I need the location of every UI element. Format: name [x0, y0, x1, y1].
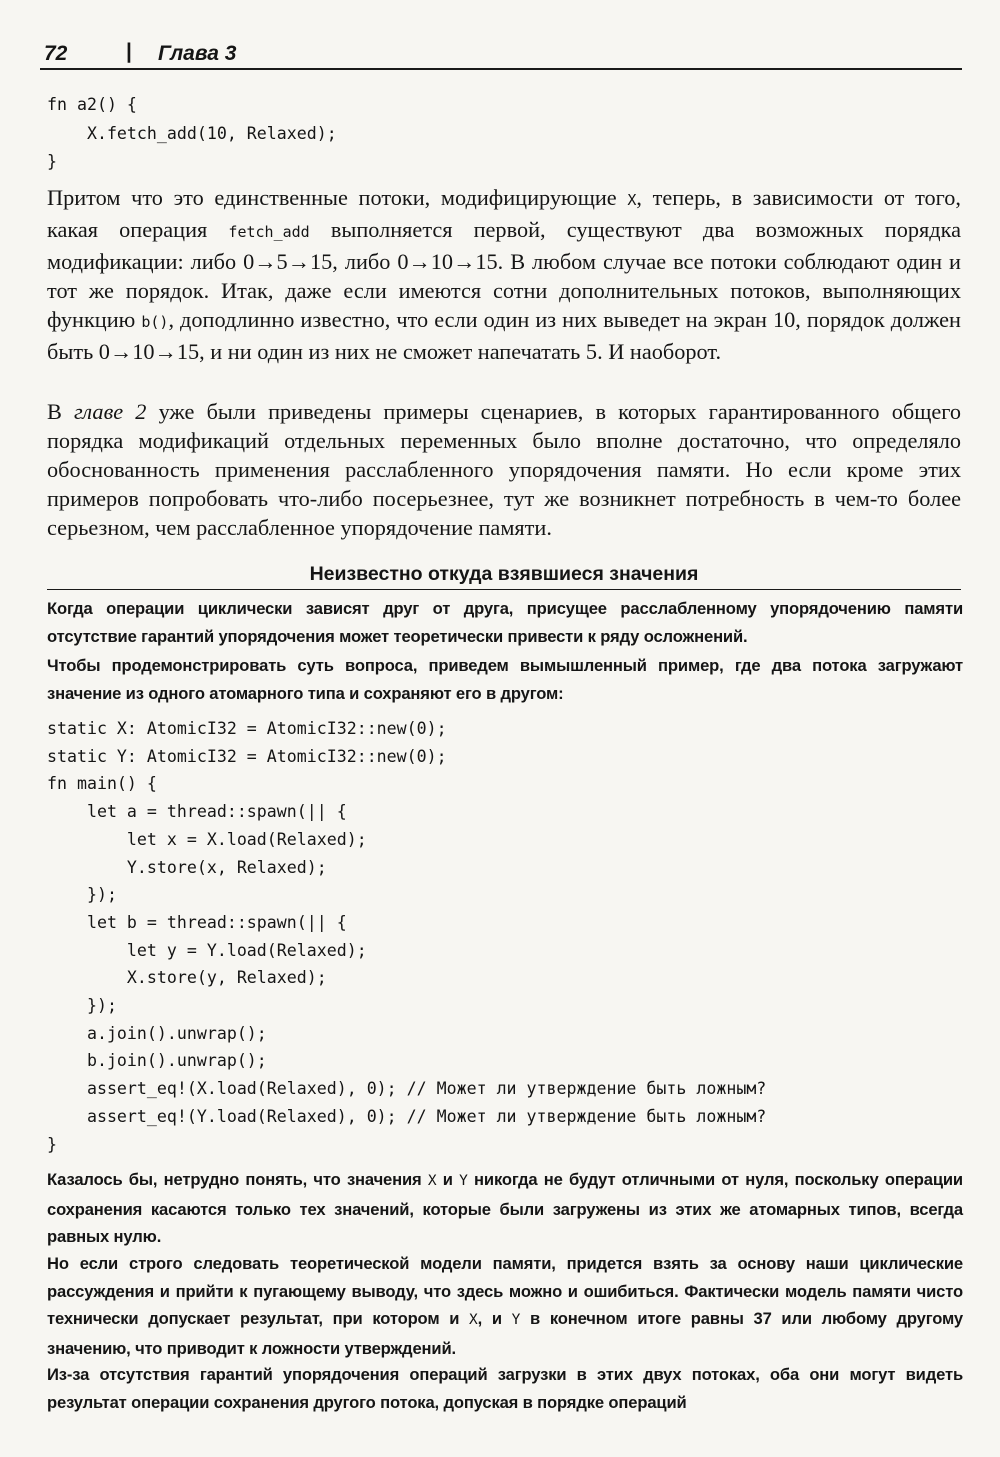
- inline-code: X: [469, 1312, 478, 1328]
- code-block-main: [47, 715, 766, 1158]
- code-line: });: [47, 996, 117, 1016]
- code-line: assert_eq!(X.load(Relaxed), 0); // Может ли утверждение быть ложным?: [47, 1079, 767, 1099]
- inline-code: X: [427, 1173, 437, 1189]
- code-line: a.join().unwrap();: [47, 1023, 267, 1043]
- code-line: fn main() {: [47, 774, 157, 794]
- code-line: assert_eq!(Y.load(Relaxed), 0); // Может ли утверждение быть ложным?: [47, 1106, 767, 1126]
- code-line: Y.store(x, Relaxed);: [47, 857, 327, 877]
- code-line: });: [47, 885, 117, 905]
- sidebar-paragraph-1: Когда операции циклически зависят друг от друга, присущее расслабленному упорядочению памяти отсутствие гарантий упорядочения может теоретически привести к ряду осложнений.: [47, 599, 963, 646]
- code-line: fn a2() {: [47, 95, 137, 114]
- code-line: static Y: AtomicI32 = AtomicI32::new(0);: [47, 746, 447, 766]
- paragraph-modification-order: Притом что это единственные потоки, модифицирующие X, теперь, в зависимости от того, какая операция fetch_add выполняется первой, существуют два возможных порядка модификации: либо 0→5→15, либо 0→10→15. В любом случае все потоки соблюдают один и тот же порядок. Итак, даже если имеются сотни дополнительных потоков, выполняющих функцию b(), доподлинно известно, что если один из них выведет на экран 10, порядок должен быть 0→10→15, и ни один из них не сможет напечатать 5. И наоборот.: [47, 185, 961, 365]
- code-line: static X: AtomicI32 = AtomicI32::new(0);: [47, 719, 447, 738]
- inline-code: fetch_add: [228, 223, 310, 242]
- inline-code: b(): [141, 313, 169, 332]
- code-line: b.join().unwrap();: [47, 1051, 267, 1071]
- code-line: let b = thread::spawn(|| {: [47, 912, 347, 932]
- code-line: }: [47, 152, 57, 171]
- sidebar-title: Неизвестно откуда взявшиеся значения: [47, 563, 961, 590]
- header-separator: |: [126, 40, 132, 63]
- code-line: X.store(y, Relaxed);: [47, 968, 327, 988]
- sidebar-paragraph-5: Из-за отсутствия гарантий упорядочения операций загрузки в этих двух потоках, оба они могут видеть результат операции сохранения другого потока, допуская в порядке операций: [47, 1365, 963, 1412]
- code-line: let x = X.load(Relaxed);: [47, 829, 367, 849]
- sidebar-paragraph-2: Чтобы продемонстрировать суть вопроса, приведем вымышленный пример, где два потока загружают значение из одного атомарного типа и сохраняют его в другом:: [47, 656, 963, 703]
- code-line: X.fetch_add(10, Relaxed);: [47, 123, 337, 143]
- code-line: let a = thread::spawn(|| {: [47, 802, 347, 822]
- page-header: [40, 40, 962, 70]
- paragraph-chapter2-reference: В главе 2 уже были приведены примеры сценариев, в которых гарантированного общего порядка модификаций отдельных переменных было вполне достаточно, что определяло обоснованность применения расслабленного упорядочения памяти. Но если кроме этих примеров попробовать что-либо посерьезнее, тут же возникнет потребность в чем-то более серьезном, чем расслабленное упорядочение памяти.: [47, 399, 961, 541]
- inline-code: X: [627, 191, 637, 209]
- chapter-title: Глава 3: [158, 42, 237, 65]
- inline-code: Y: [459, 1173, 468, 1189]
- code-line: let y = Y.load(Relaxed);: [47, 940, 367, 960]
- sidebar-paragraph-3: Казалось бы, нетрудно понять, что значения X и Y никогда не будут отличными от нуля, поскольку операции сохранения касаются только тех значений, которые были загружены из этих же атомарных типов, всегда равных нулю.: [47, 1170, 963, 1246]
- sidebar-paragraph-4: Но если строго следовать теоретической модели памяти, придется взять за основу наши циклические рассуждения и прийти к пугающему выводу, что здесь можно и ошибиться. Фактически модель памяти чисто технически допускает результат, при котором и X, и Y в конечном итоге равны 37 или любому другому значению, что приводит к ложности утверждений.: [47, 1254, 963, 1358]
- code-line: }: [47, 1134, 57, 1154]
- inline-code: Y: [511, 1312, 521, 1328]
- chapter-reference: главе 2: [74, 399, 147, 424]
- code-block-a2: [47, 91, 337, 177]
- page-number: 72: [44, 42, 68, 65]
